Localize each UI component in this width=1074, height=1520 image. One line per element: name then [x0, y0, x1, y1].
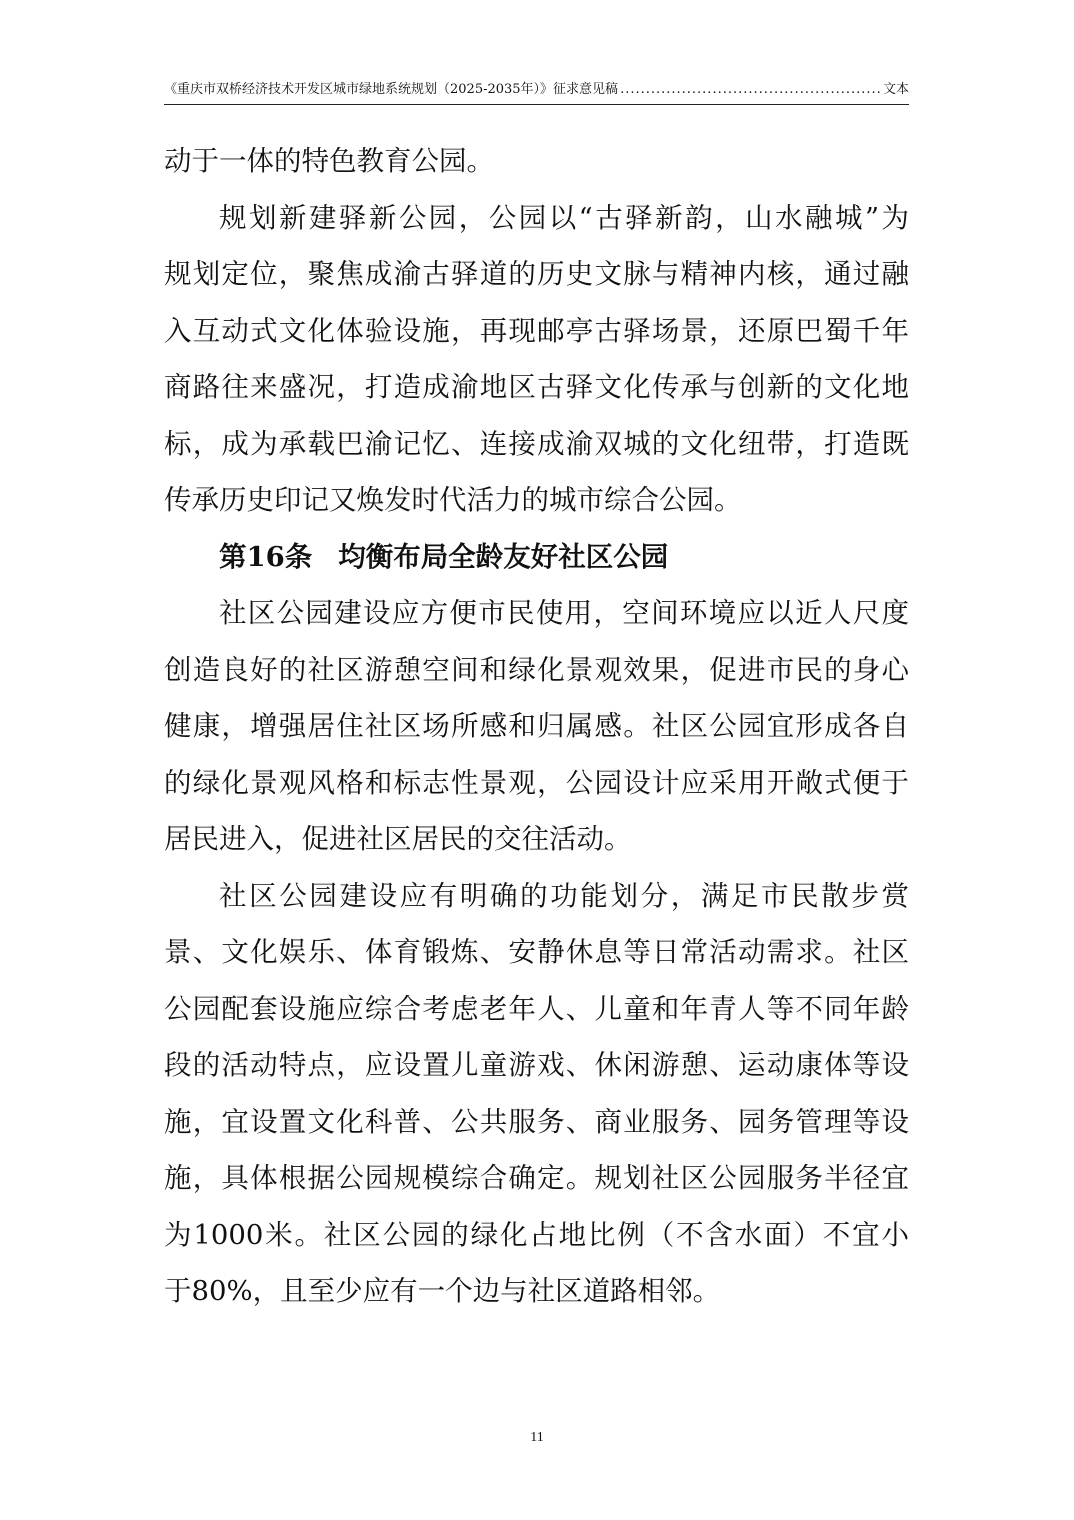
paragraph-line: 标，成为承载巴渝记忆、连接成渝双城的文化纽带，打造既 [164, 427, 909, 460]
page-number: 11 [530, 1430, 544, 1445]
paragraph-line: 商路往来盛况，打造成渝地区古驿文化传承与创新的文化地 [164, 371, 909, 403]
article-number: 第16条 [219, 540, 313, 573]
paragraph-line: 公园配套设施应综合考虑老年人、儿童和年青人等不同年龄 [164, 992, 909, 1025]
paragraph-line: 健康，增强居住社区场所感和归属感。社区公园宜形成各自 [164, 710, 909, 742]
paragraph-line: 施，宜设置文化科普、公共服务、商业服务、园务管理等设 [164, 1105, 909, 1138]
paragraph-line: 社区公园建设应方便市民使用，空间环境应以近人尺度 [219, 597, 909, 629]
paragraph-line: 景、文化娱乐、体育锻炼、安静休息等日常活动需求。社区 [164, 936, 909, 968]
dot-leader [620, 80, 881, 100]
body-text [164, 133, 909, 1320]
paragraph-line: 创造良好的社区游憩空间和绿化景观效果，促进市民的身心 [164, 653, 909, 686]
paragraph-line: 规划新建驿新公园，公园以“古驿新韵，山水融城”为 [219, 201, 909, 234]
paragraph-line: 规划定位，聚焦成渝古驿道的历史文脉与精神内核，通过融 [164, 258, 909, 290]
document-title: 《重庆市双桥经济技术开发区城市绿地系统规划（2025-2035年）》征求意见稿 [164, 82, 619, 97]
paragraph-line: 入互动式文化体验设施，再现邮亭古驿场景，还原巴蜀千年 [164, 314, 909, 347]
running-header [164, 78, 909, 100]
paragraph-line: 为1000米。社区公园的绿化占地比例（不含水面）不宜小 [164, 1218, 909, 1251]
paragraph-line: 施，具体根据公园规模综合确定。规划社区公园服务半径宜 [164, 1162, 909, 1194]
paragraph-line: 传承历史印记又焕发时代活力的城市综合公园。 [164, 484, 742, 516]
paragraph-line: 动于一体的特色教育公园。 [164, 145, 494, 177]
paragraph-line: 于80%，且至少应有一个边与社区道路相邻。 [164, 1275, 721, 1307]
paragraph-line: 社区公园建设应有明确的功能划分，满足市民散步赏 [219, 879, 909, 912]
paragraph-line: 居民进入，促进社区居民的交往活动。 [164, 823, 632, 855]
article-heading [164, 529, 909, 586]
paragraph-line: 段的活动特点，应设置儿童游戏、休闲游憩、运动康体等设 [164, 1049, 909, 1081]
article-title: 均衡布局全龄友好社区公园 [338, 540, 669, 573]
paragraph-line: 的绿化景观风格和标志性景观，公园设计应采用开敞式便于 [164, 766, 909, 799]
header-divider [164, 104, 909, 105]
section-label: 文本 [882, 82, 909, 97]
